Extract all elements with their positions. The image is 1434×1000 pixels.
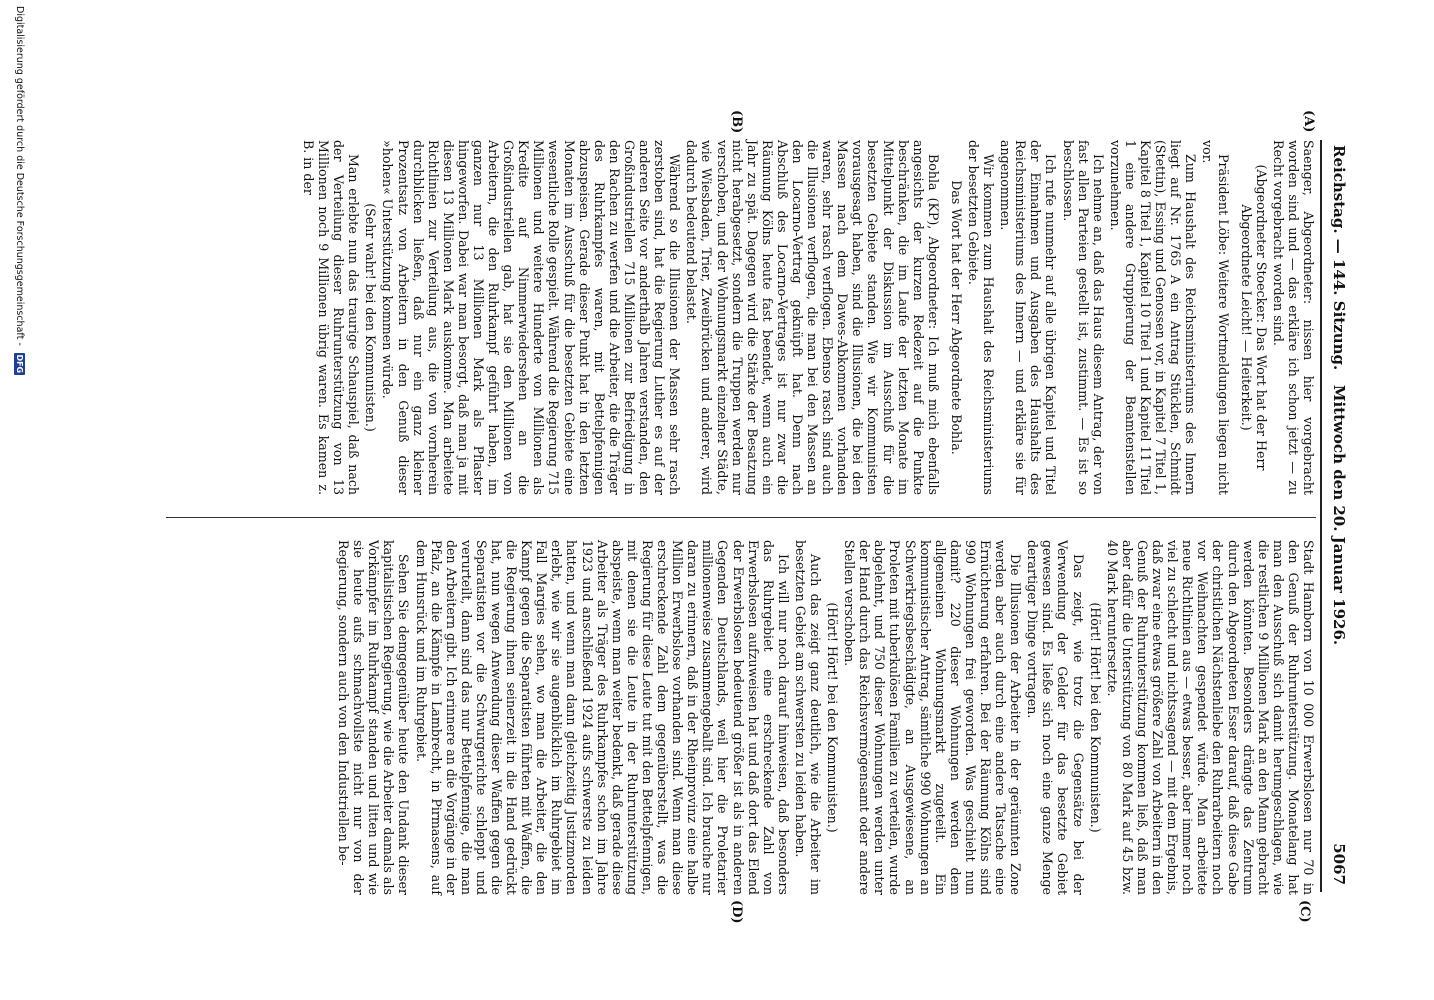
right-column	[334, 540, 1316, 895]
paragraph: Das Wort hat der Herr Abgeordnete Bohla.	[948, 180, 964, 455]
paragraph: Die Illusionen der Arbeiter in der geräumten Zone werden aber auch durch eine andere Tatsache eine Ernüchterung erfahren. Bei der Räumung Kölns sind 990 Wohnungen frei geworden. Was geschieht nun damit? 220 dieser Wohnungen werden dem allgemeinen Wohnungsmarkt zugeteilt. Ein kommunistischer Antrag, sämtliche 990 Wohnungen an Schwerkriegsbeschädigte, an Ausgewiesene, an Proleten mit tuberkulösen Familien zu verteilen, wurde abgelehnt, und 750 dieser Wohnungen werden unter der Hand durch das Reichsvermögensamt oder andere Stellen verschoben.	[842, 540, 1024, 895]
column-divider	[166, 517, 1316, 518]
margin-marker-c: (C)	[1297, 900, 1312, 923]
margin-marker-d: (D)	[729, 900, 744, 924]
paragraph: Während so die Illusionen der Massen sehr rasch zerstoben sind, hat die Regierung Luther es auf der anderen Seite vor anderthalb Jahren verstanden, den Großindustriellen 715 Millionen zur Befriedigung in den Rachen zu werfen und die Arbeiter, die die Träger des Ruhrkampfes waren, mit Bettelpfennigen abzuspeisen. Gerade dieser Punkt hat in den letzten Monaten im Ausschuß für die besetzten Gebiete eine wesentliche Rolle gespielt. Während die Regierung 715 Millionen und weitere Hunderte von Millionen als Kredite auf Nimmerwiedersehen an die Großindustriellen gab, hat sie den Millionen von Arbeitern, die den Ruhrkampf geführt haben, im ganzen nur 13 Millionen Mark als Pflaster hingeworfen. Dabei war man besorgt, daß man ja mit diesen 13 Millionen Mark auskomme. Man arbeitete Richtlinien zur Verteilung aus, die von vornherein durchblicken ließen, daß nur ein ganz kleiner Prozentsatz von Arbeitern in den Genuß dieser »hohen« Unterstützung kommen würde.	[380, 140, 683, 495]
paragraph: Ich nehme an, daß das Haus diesem Antrag, der von fast allen Parteien gestellt ist, zustimmt. — Es ist so beschlossen.	[1060, 140, 1106, 495]
paragraph: Zum Haushalt des Reichsministeriums des Innern liegt auf Nr. 1765 A ein Antrag Stücklen, Schmidt (Stettin), Essing und Genossen vor, in Kapitel 7 Titel 1, Kapitel 8 Titel 1, Kapitel 10 Titel 1 und Kapitel 11 Titel 1 eine andere Gruppierung der Beamtenstellen vorzunehmen.	[1107, 140, 1199, 495]
margin-marker-a: (A)	[1301, 110, 1316, 133]
paragraph: Bohla (KP), Abgeordneter: Ich muß mich ebenfalls angesichts der kurzen Redezeit auf die Punkte beschränken, die im Laufe der letzten Monate im Mittelpunkt der Diskussion im Ausschuß für die besetzten Gebiete standen. Wie wir Kommunisten vorausgesagt haben, sind die Illusionen, die bei den Massen nach dem Dawes-Abkommen vorhanden waren, sehr rasch verflogen. Ebenso rasch sind auch die Illusionen verflogen, die man bei den Massen an den Locarno-Vertrag geknüpft hat. Denn nach Abschluß des Locarno-Vertrages ist nur zwar die Räumung Kölns heute fast beendet, wenn auch ein Jahr zu spät. Dagegen wird die Stärke der Besatzung nicht herabgesetzt, sondern die Truppen werden nur verschoben, und der Wohnungsmarkt einzelner Städte, wie Wiesbaden, Trier, Zweibrücken und anderer, wird dadurch bedeutend belastet.	[684, 140, 941, 495]
paragraph: Stadt Hamborn von 10 000 Erwerbslosen nur 70 in den Genuß der Ruhrunterstützung. Monatelang hat man den Ausschuß sich damit herumgeschlagen, wie die restlichen 9 Millionen Mark an den Mann gebracht werden könnten. Besonders drängte das Zentrum durch den Abgeordneten Esser darauf, daß diese Gabe der christlichen Nächstenliebe den Ruhrarbeitern noch vor Weihnachten gespendet würde. Man arbeitete neue Richtlinien aus — etwas besser, aber immer noch viel zu schlecht und nichtssagend — mit dem Ergebnis, daß zwar eine etwas größere Zahl von Arbeitern in den Genuß der Ruhrunterstützung kommen ließ, daß man aber dafür die Unterstützung von 80 Mark auf 45 bzw. 40 Mark heruntersetzte.	[1104, 540, 1316, 895]
interjection: (Abgeordneter Stoecker: Das Wort hat der Herr Abgeordnete Leicht! — Heiterkeit.)	[1238, 164, 1269, 471]
footer-text: Digitalisierung gefördert durch die Deutsche Forschungsgemeinschaft -	[14, 6, 25, 346]
paragraph: Präsident Löbe: Weitere Wortmeldungen liegen nicht vor.	[1200, 140, 1231, 495]
paragraph: Man erlebte nun das traurige Schauspiel, daß nach der Verteilung dieser Ruhrunterstützung von 13 Millionen noch 9 Millionen übrig waren. Es kamen z. B. in der	[301, 140, 362, 495]
header-date: Mittwoch den 20. Januar 1926.	[1330, 384, 1348, 646]
paragraph: Das zeigt, wie trotz die Gegensätze bei der Verwendung der Gelder für das besetzte Gebiet gewesen sind. Es ließe sich noch eine ganze Menge derartiger Dinge vortragen.	[1025, 540, 1086, 895]
page-header	[1322, 145, 1352, 885]
interjection: (Hört! Hört! bei den Kommunisten.)	[1087, 602, 1103, 833]
paragraph: Wir kommen zum Haushalt des Reichsministeriums der besetzten Gebiete.	[966, 140, 997, 495]
digitization-footer	[6, 0, 32, 1000]
page-number: 5067	[1330, 843, 1348, 885]
dfg-logo-icon: DFG	[15, 354, 24, 374]
paragraph: Auch das zeigt ganz deutlich, wie die Arbeiter im besetzten Gebiet am schwersten zu leiden haben.	[792, 540, 823, 895]
paragraph: Ich rufe nunmehr auf alle übrigen Kapitel und Titel der Einnahmen und Ausgaben des Haushalts des Reichsministeriums des Innern — und erkläre sie für angenommen.	[998, 140, 1059, 495]
interjection: (Sehr wahr! bei den Kommunisten.)	[363, 203, 379, 432]
interjection: (Hört! Hört! bei den Kommunisten.)	[825, 602, 841, 833]
header-session: Reichstag. — 144. Sitzung.	[1330, 145, 1348, 371]
paragraph: Ich will nur noch darauf hinweisen, daß besonders das Ruhrgebiet eine erschreckende Zahl von Erwerbslosen aufzuweisen hat und daß dort das Elend der Erwerbslosen bedeutend größer ist als in anderen Gegenden Deutschlands, weil hier die Proletarier millionenweise zusammengeballt sind. Ich brauche nur daran zu erinnern, daß in der Rheinprovinz eine halbe Million Erwerbslose vorhanden sind. Wenn man diese erschreckende Zahl dem gegenüberstellt, was die Regierung für diese Leute tut mit den Bettelpfennigen, mit denen sie die Leute in der Ruhrunterstützung abspeiste, wenn man weiter bedenkt, daß gerade diese Arbeiter als Träger des Ruhrkampfes schon im Jahre 1923 und anschließend 1924 aufs schwerste zu leiden hatten, und wenn man dann gleichzeitig Justizmorden erlebt, wie wir sie augenblicklich im Ruhrgebiet im Fall Margies sehen, wo man die Arbeiter, die den Kampf gegen die Separatisten führten mit Waffen, die die Regierung ihnen seinerzeit in die Hand gedrückt hat, nun wegen Anwendung dieser Waffen gegen die Separatisten vor die Schwurgerichte schleppt und verurteilt, dann sind das nur Bettelpfennige, die man den Arbeitern gibt. Ich erinnere an die Vorgänge in der Pfalz, an die Kämpfe in Lambrecht, in Pirmasens, auf dem Hunsrück und im Ruhrgebiet.	[413, 540, 791, 895]
paragraph: Saenger, Abgeordneter: nissen hier vorgebracht worden sind und — das erkläre ich schon jetzt — zu Recht vorgebracht worden sind.	[1270, 140, 1316, 495]
header-rule	[1320, 140, 1322, 892]
paragraph: Sehen Sie demgegenüber heute den Undank dieser kapitalistischen Regierung, wie die Arbeiter damals als Vorkämpfer im Ruhrkampf standen und litten und wie sie heute aufs schmachvollste nicht nur von der Regierung, sondern auch von den Industriellen be-	[336, 540, 412, 895]
left-column	[299, 140, 1316, 495]
margin-marker-b: (B)	[729, 110, 744, 134]
